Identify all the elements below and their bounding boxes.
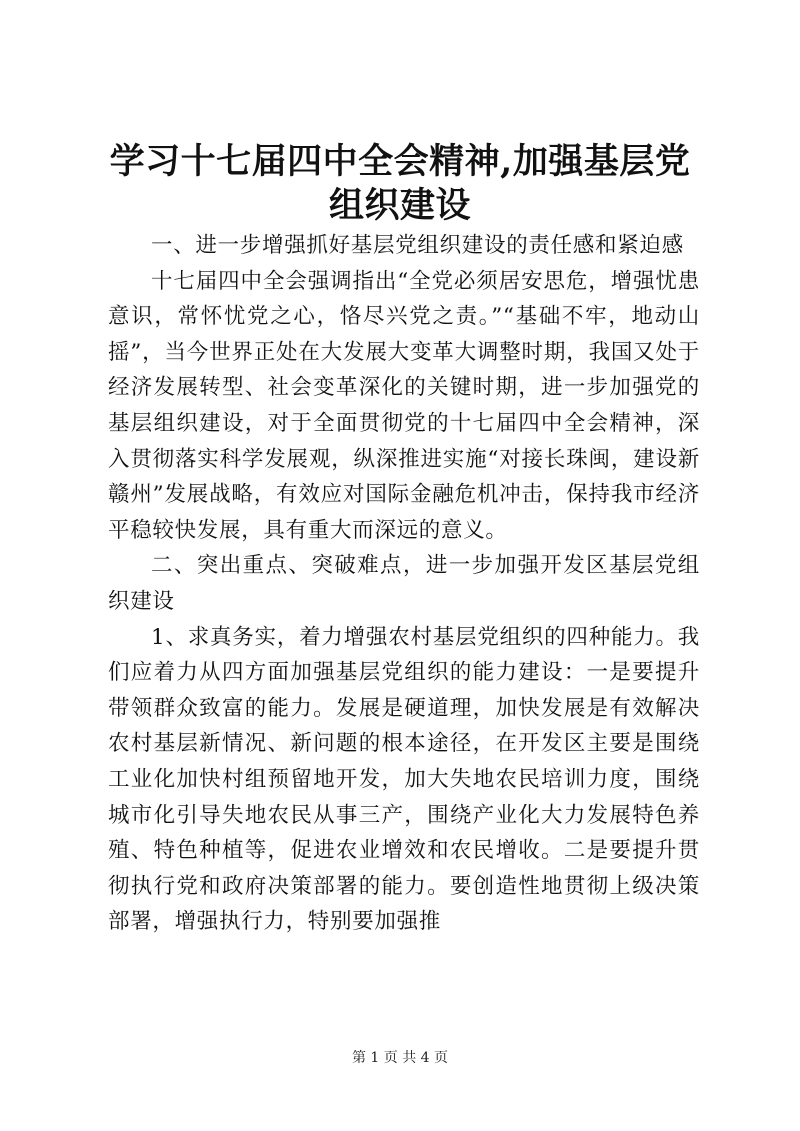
section-heading-1: 一、进一步增强抓好基层党组织建设的责任感和紧迫感 (151, 233, 684, 258)
page-footer: 第 1 页 共 4 页 (351, 1050, 449, 1066)
document-title: 学习十七届四中全会精神,加强基层党组织建设 (109, 141, 691, 226)
body-paragraph-1: 十七届四中全会强调指出“全党必须居安思危，增强忧患意识，常怀忧党之心，恪尽兴党之责。”“基础不牢，地动山摇”，当今世界正处在大发展大变革大调整时期，我国又处于经济发展转型、社会变革深化的关键时期，进一步加强党的基层组织建设，对于全面贯彻党的十七届四中全会精神，深入贯彻落实科学发展观，纵深推进实施“对接长珠闽，建设新赣州”发展战略，有效应对国际金融危机冲击，保持我市经济平稳较快发展，具有重大而深远的意义。 (108, 268, 700, 543)
body-paragraph-2: 1、求真务实，着力增强农村基层党组织的四种能力。我们应着力从四方面加强基层党组织的能力建设：一是要提升带领群众致富的能力。发展是硬道理，加快发展是有效解决农村基层新情况、新问题的根本途径，在开发区主要是围绕工业化加快村组预留地开发，加大失地农民培训力度，围绕城市化引导失地农民从事三产，围绕产业化大力发展特色养殖、特色种植等，促进农业增效和农民增收。二是要提升贯彻执行党和政府决策部署的能力。要创造性地贯彻上级决策部署，增强执行力，特别要加强推 (108, 624, 700, 935)
document-body (108, 228, 700, 940)
section-heading-2: 二、突出重点、突破难点，进一步加强开发区基层党组织建设 (108, 553, 700, 614)
